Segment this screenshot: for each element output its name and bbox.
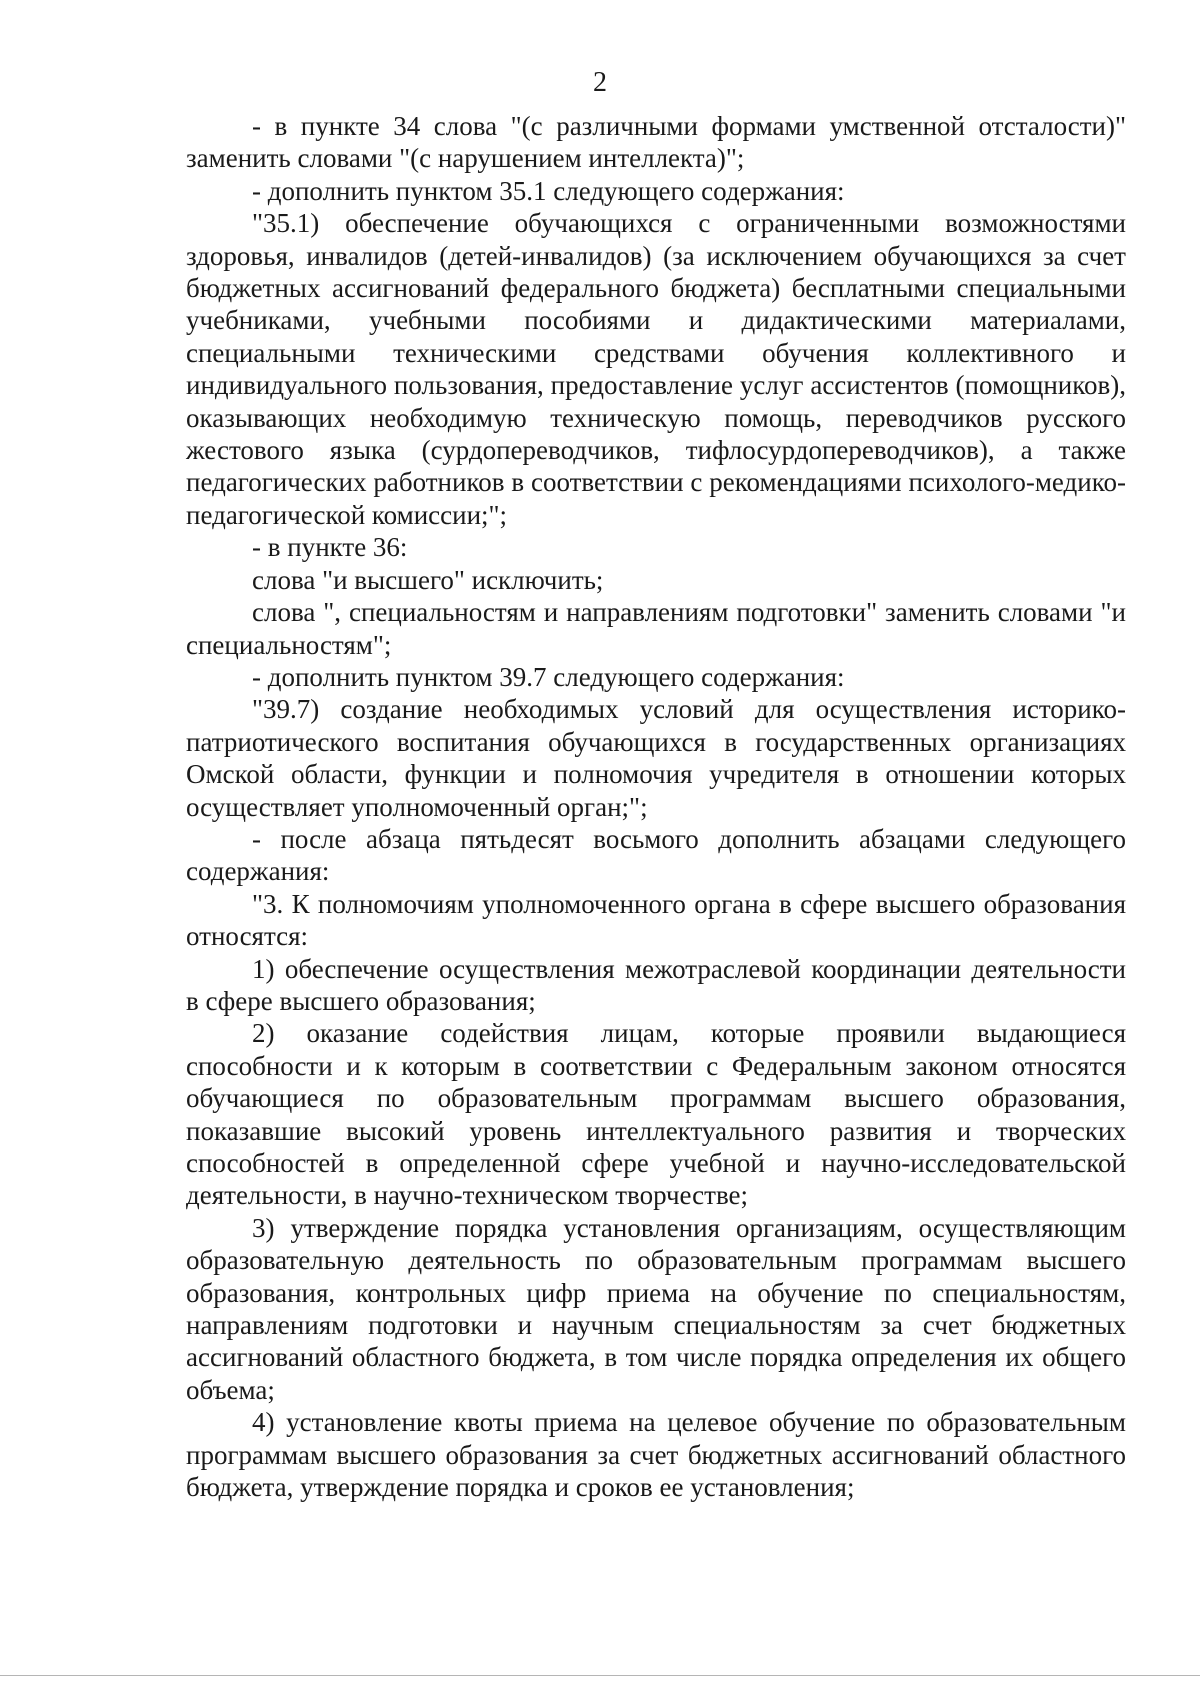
paragraph-subitem-1: 1) обеспечение осуществления межотраслевой координации деятельности в сфере высшего образования; — [186, 953, 1126, 1016]
paragraph-item-34-amendment: - в пункте 34 слова "(с различными формами умственной отсталости)" заменить словами "(с нарушением интеллекта)"; — [186, 111, 1126, 174]
paragraph-add-35-1-intro: - дополнить пунктом 35.1 следующего содержания: — [252, 175, 845, 206]
paragraph-item-39-7-text: "39.7) создание необходимых условий для осуществления историко-патриотического воспитания обучающихся в государственных организациях Омской области, функции и полномочия учредителя в отношении которых осуществляет уполномоченный орган;"; — [186, 694, 1126, 822]
scan-bottom-edge — [0, 1675, 1200, 1676]
paragraph-item-35-1-text: "35.1) обеспечение обучающихся с ограниченными возможностями здоровья, инвалидов (детей-инвалидов) (за исключением обучающихся за счет бюджетных ассигнований федерального бюджета) бесплатными специальными учебниками, учебными пособиями и дидактическими материалами, специальными техническими средствами обучения коллективного и индивидуального пользования, предоставление услуг ассистентов (помощников), оказывающих необходимую техническую помощь, переводчиков русского жестового языка (сурдопереводчиков, тифлосурдопереводчиков), а также педагогических работников в соответствии с рекомендациями психолого-медико-педагогической комиссии;"; — [186, 208, 1126, 530]
paragraph-subitem-2: 2) оказание содействия лицам, которые проявили выдающиеся способности и к которым в соответствии с Федеральным законом относятся обучающиеся по образовательным программам высшего образования, показавшие высокий уровень интеллектуального развития и творческих способностей в определенной сфере учебной и научно-исследовательской деятельности, в научно-техническом творчестве; — [186, 1018, 1126, 1211]
document-body — [186, 110, 1126, 1503]
paragraph-after-58-intro: - после абзаца пятьдесят восьмого дополнить абзацами следующего содержания: — [186, 823, 1126, 887]
paragraph-item-36-exclude: слова "и высшего" исключить; — [252, 564, 604, 595]
paragraph-subitem-3: 3) утверждение порядка установления организациям, осуществляющим образовательную деятельность по образовательным программам высшего образования, контрольных цифр приема на обучение по специальностям, направлениям подготовки и научным специальностям за счет бюджетных ассигнований областного бюджета, в том числе порядка определения их общего объема; — [186, 1212, 1126, 1405]
paragraph-item-36-intro: - в пункте 36: — [252, 532, 408, 563]
paragraph-item-36-replace: слова ", специальностям и направлениям подготовки" заменить словами "и специальностям"; — [186, 597, 1126, 660]
paragraph-subitem-4: 4) установление квоты приема на целевое обучение по образовательным программам высшего образования за счет бюджетных ассигнований областного бюджета, утверждение порядка и сроков ее установления; — [186, 1407, 1126, 1503]
page-number: 2 — [593, 67, 607, 98]
paragraph-add-39-7-intro: - дополнить пунктом 39.7 следующего содержания: — [252, 661, 845, 692]
paragraph-section-3-heading: "3. К полномочиям уполномоченного органа в сфере высшего образования относятся: — [186, 888, 1126, 952]
